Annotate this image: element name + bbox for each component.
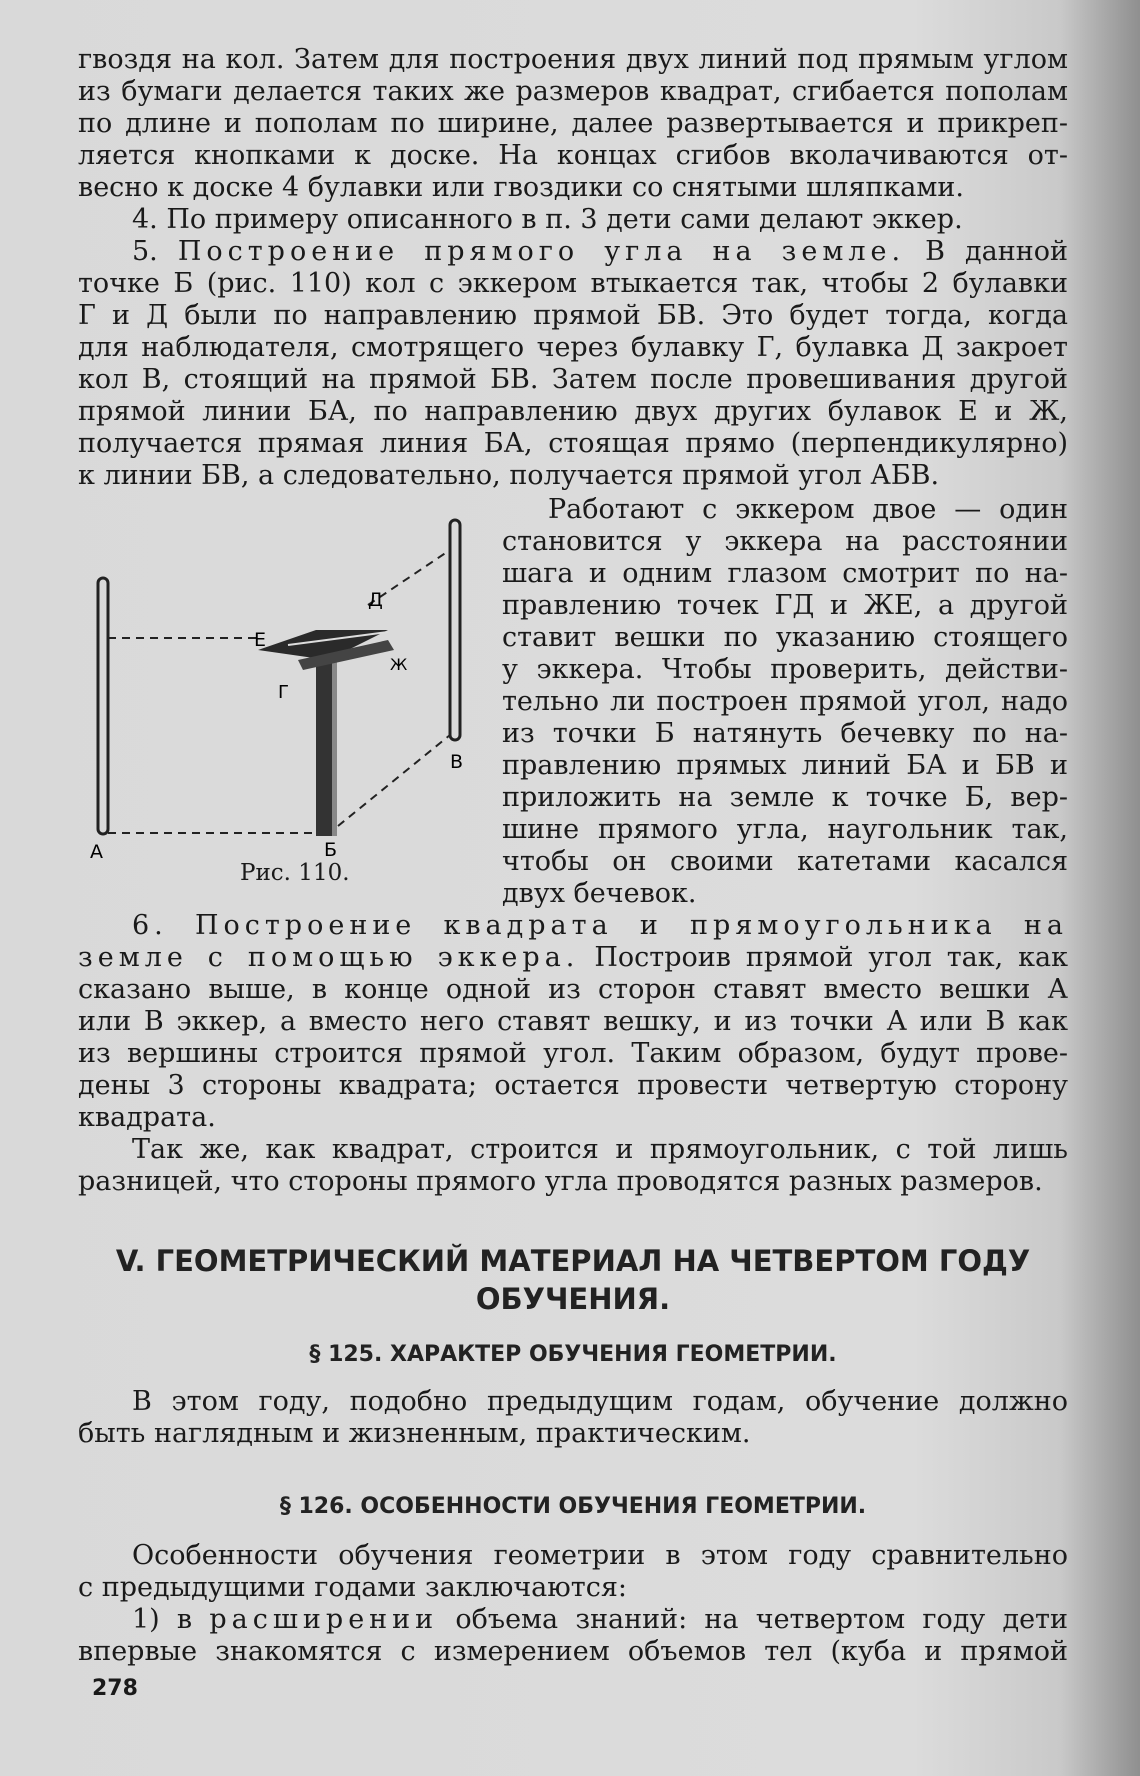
text-line: к линии БВ, а следовательно, получается прямой угол АБВ. bbox=[78, 460, 940, 491]
section-125-title: § 125. ХАРАКТЕР ОБУЧЕНИЯ ГЕОМЕТРИИ. bbox=[309, 1342, 837, 1367]
text-line: двух бечевок. bbox=[502, 878, 697, 909]
paragraph-item-6 bbox=[78, 910, 1068, 1198]
text-line: чтобы он своими катетами касался bbox=[502, 846, 1068, 877]
text-line: дены 3 стороны квадрата; остается провести четвертую сторону bbox=[78, 1070, 1068, 1101]
item-1-line bbox=[78, 1604, 1068, 1636]
pole-a bbox=[98, 578, 108, 834]
text-line: становится у эккера на расстоянии bbox=[502, 526, 1068, 557]
paragraph-ekker-usage bbox=[502, 494, 1068, 910]
text-line: ставит вешки по указанию стоящего bbox=[502, 622, 1068, 653]
page-number: 278 bbox=[92, 1676, 138, 1701]
text-line: из вершины строится прямой угол. Таким образом, будут прове- bbox=[78, 1038, 1068, 1069]
label-g: Г bbox=[278, 682, 289, 703]
text-line: шага и одним глазом смотрит по на- bbox=[502, 558, 1068, 589]
text-line: точке Б (рис. 110) кол с эккером втыкается так, чтобы 2 булавки bbox=[78, 268, 1068, 299]
chapter-heading-line2: ОБУЧЕНИЯ. bbox=[475, 1282, 671, 1316]
text-line: весно к доске 4 булавки или гвоздики со снятыми шляпками. bbox=[78, 172, 964, 203]
paragraph-section-125 bbox=[78, 1386, 1068, 1450]
item-5-text: В данной bbox=[925, 236, 1068, 267]
label-zh: Ж bbox=[390, 655, 408, 674]
item-1-text: объема знаний: на четвертом году дети bbox=[455, 1604, 1068, 1635]
item-1-spaced-term: расширении bbox=[209, 1604, 439, 1635]
text-line: сказано выше, в конце одной из сторон ставят вместо вешки А bbox=[78, 974, 1068, 1005]
text-line: с предыдущими годами заключаются: bbox=[78, 1572, 627, 1603]
text-line: получается прямая линия БА, стоящая прямо (перпендикулярно) bbox=[78, 428, 1068, 459]
text-line: кол В, стоящий на прямой БВ. Затем после провешивания другой bbox=[78, 364, 1068, 395]
item-6-title-line2 bbox=[78, 942, 1068, 974]
text-line: впервые знакомятся с измерением объемов тел (куба и прямой bbox=[78, 1636, 1068, 1667]
text-line: правлению прямых линий БА и БВ и bbox=[502, 750, 1068, 781]
label-v: В bbox=[450, 751, 464, 773]
text-line: Г и Д были по направлению прямой БВ. Это будет тогда, когда bbox=[78, 300, 1068, 331]
figure-caption: Рис. 110. bbox=[240, 860, 350, 886]
text-line: приложить на земле к точке Б, вер- bbox=[502, 782, 1068, 813]
item-6-title: 6. Построение квадрата и прямоугольника на bbox=[132, 910, 1068, 941]
paragraph-section-126 bbox=[78, 1540, 1068, 1668]
chapter-heading bbox=[78, 1242, 1068, 1318]
label-d: Д bbox=[368, 589, 383, 611]
text-line: ляется кнопками к доске. На концах сгибов вколачиваются от- bbox=[78, 140, 1068, 171]
text-line: гвоздя на кол. Затем для построения двух линий под прямым углом bbox=[78, 44, 1068, 75]
line-bv bbox=[338, 735, 450, 826]
text-line: быть наглядным и жизненным, практическим. bbox=[78, 1418, 751, 1449]
figure-110-ekker bbox=[88, 510, 488, 890]
ekker-post bbox=[316, 660, 332, 836]
text-line: тельно ли построен прямой угол, надо bbox=[502, 686, 1068, 717]
item-5-title: Построение прямого угла на земле. bbox=[177, 236, 906, 267]
item-1-number: 1) в bbox=[132, 1604, 193, 1635]
text-line: Особенности обучения геометрии в этом году сравнительно bbox=[132, 1540, 1068, 1571]
text-line: прямой линии БА, по направлению двух других булавок Е и Ж, bbox=[78, 396, 1068, 427]
text-line: квадрата. bbox=[78, 1102, 216, 1133]
label-e: Е bbox=[254, 629, 267, 651]
paragraph-ekker-construction bbox=[78, 44, 1068, 492]
text-line: или В эккер, а вместо него ставят вешку, и из точки А или В как bbox=[78, 1006, 1068, 1037]
text-line: Работают с эккером двое — один bbox=[548, 494, 1068, 525]
item-4: 4. По примеру описанного в п. 3 дети сами делают эккер. bbox=[132, 204, 963, 235]
text-line: у эккера. Чтобы проверить, действи- bbox=[502, 654, 1068, 685]
label-b: Б bbox=[324, 839, 338, 861]
item-5-heading-line bbox=[78, 236, 1068, 268]
item-6-title-cont: земле с помощью эккера. bbox=[78, 942, 580, 973]
text-line: по длине и пополам по ширине, далее развертывается и прикреп- bbox=[78, 108, 1068, 139]
text-line: из бумаги делается таких же размеров квадрат, сгибается пополам bbox=[78, 76, 1068, 107]
text-line: для наблюдателя, смотрящего через булавку Г, булавка Д закроет bbox=[78, 332, 1068, 363]
text-line: Так же, как квадрат, строится и прямоугольник, с той лишь bbox=[132, 1134, 1068, 1165]
label-a: А bbox=[90, 841, 103, 863]
item-6-text: Построив прямой угол так, как bbox=[594, 942, 1068, 973]
chapter-heading-line1: V. ГЕОМЕТРИЧЕСКИЙ МАТЕРИАЛ НА ЧЕТВЕРТОМ ГОДУ bbox=[115, 1244, 1031, 1278]
pole-v bbox=[450, 520, 460, 740]
text-line: разницей, что стороны прямого угла проводятся разных размеров. bbox=[78, 1166, 1043, 1197]
text-line: правлению точек ГД и ЖЕ, а другой bbox=[502, 590, 1068, 621]
item-5-number: 5. bbox=[132, 236, 158, 267]
text-line: шине прямого угла, наугольник так, bbox=[502, 814, 1068, 845]
text-line: из точки Б натянуть бечевку по на- bbox=[502, 718, 1068, 749]
text-line: В этом году, подобно предыдущим годам, обучение должно bbox=[132, 1386, 1068, 1417]
section-126-title: § 126. ОСОБЕННОСТИ ОБУЧЕНИЯ ГЕОМЕТРИИ. bbox=[279, 1494, 867, 1519]
